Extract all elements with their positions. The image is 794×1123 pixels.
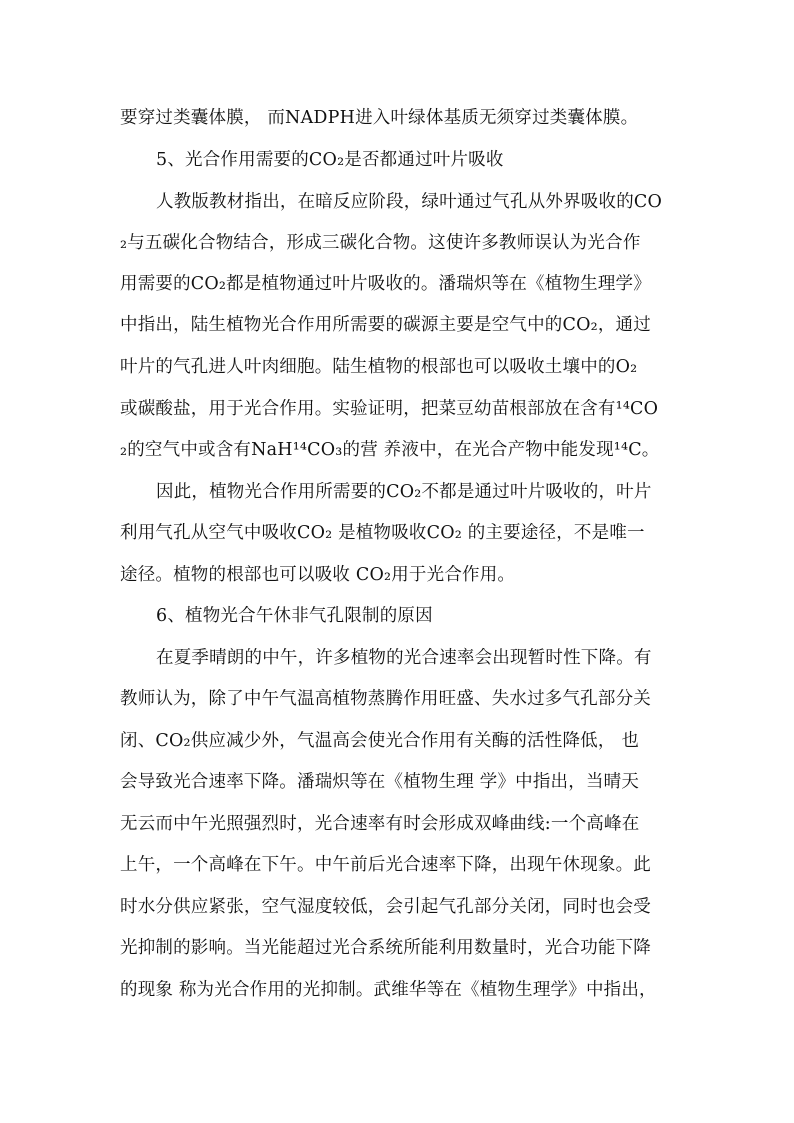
paragraph-line: 利用气孔从空气中吸收CO₂ 是植物吸收CO₂ 的主要途径，不是唯一 [120,523,645,543]
paragraph-line: ₂的空气中或含有NaH¹⁴CO₃的营 养液中，在光合产物中能发现¹⁴C。 [120,440,660,460]
paragraph-line: 或碳酸盐，用于光合作用。实验证明，把菜豆幼苗根部放在含有¹⁴CO [120,399,659,419]
paragraph-line: 叶片的气孔进人叶肉细胞。陆生植物的根部也可以吸收土壤中的O₂ [120,357,638,377]
paragraph-line: 人教版教材指出，在暗反应阶段，绿叶通过气孔从外界吸收的CO [156,192,663,212]
paragraph-line: 要穿过类囊体膜， 而NADPH进入叶绿体基质无须穿过类囊体膜。 [120,108,639,128]
paragraph-line: ₂与五碳化合物结合，形成三碳化合物。这使许多教师误认为光合作 [120,233,641,253]
paragraph-line: 教师认为，除了中午气温高植物蒸腾作用旺盛、失水过多气孔部分关 [120,689,651,709]
paragraph-line: 时水分供应紧张，空气湿度较低，会引起气孔部分关闭，同时也会受 [120,897,651,917]
section-heading-5: 5、光合作用需要的CO₂是否都通过叶片吸收 [156,150,504,170]
paragraph-line: 中指出，陆生植物光合作用所需要的碳源主要是空气中的CO₂，通过 [120,315,651,335]
paragraph-line: 在夏季晴朗的中午，许多植物的光合速率会出现暂时性下降。有 [156,648,652,668]
paragraph-line: 上午，一个高峰在下午。中午前后光合速率下降，出现午休现象。此 [120,855,651,875]
paragraph-line: 途径。植物的根部也可以吸收 CO₂用于光合作用。 [120,565,516,585]
paragraph-line: 闭、CO₂供应减少外，气温高会使光合作用有关酶的活性降低， 也 [120,731,640,751]
paragraph-line: 用需要的CO₂都是植物通过叶片吸收的。潘瑞炽等在《植物生理学》 [120,274,651,294]
paragraph-line: 无云而中午光照强烈时，光合速率有时会形成双峰曲线:一个高峰在 [120,814,640,834]
paragraph-line: 光抑制的影响。当光能超过光合系统所能利用数量时，光合功能下降 [120,938,651,958]
paragraph-line: 因此，植物光合作用所需要的CO₂不都是通过叶片吸收的，叶片 [156,482,652,502]
paragraph-line: 的现象 称为光合作用的光抑制。武维华等在《植物生理学》中指出， [120,980,657,1000]
section-heading-6: 6、植物光合午休非气孔限制的原因 [156,606,433,626]
paragraph-line: 会导致光合速率下降。潘瑞炽等在《植物生理 学》中指出，当晴天 [120,772,640,792]
